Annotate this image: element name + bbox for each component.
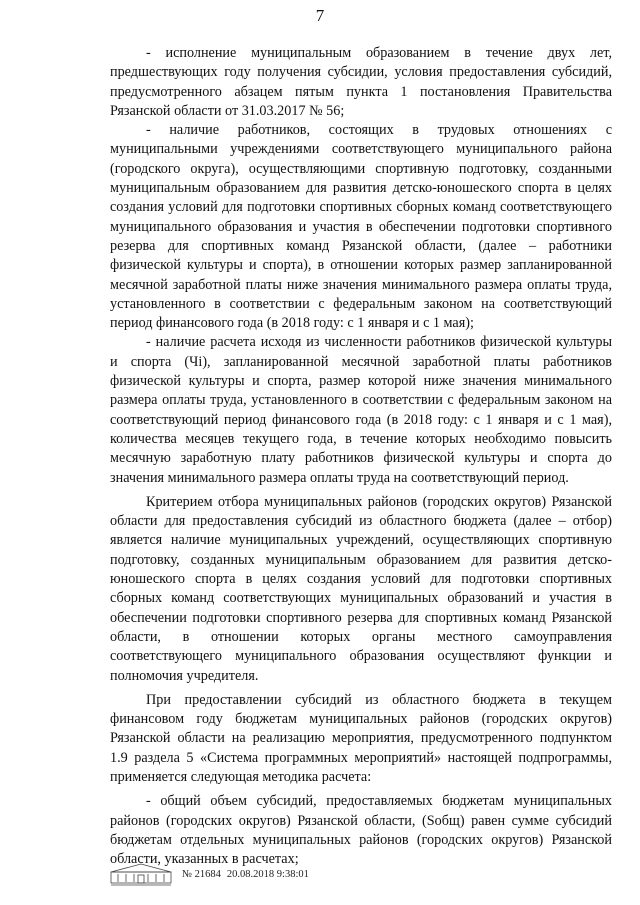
building-stamp-icon — [110, 862, 172, 886]
paragraph: При предоставлении субсидий из областного бюджета в текущем финансовом году бюджетам муниципальных районов (городских округов) Рязанской области на реализацию мероприятия, предусмотренного подпунктом 1.9 раздела 5 «Система программных мероприятий» настоящей подпрограммы, применяется следующая методика расчета: — [110, 691, 612, 785]
paragraph: - исполнение муниципальным образованием в течение двух лет, предшествующих году получения субсидии, условия предоставления субсидий, предусмотренного абзацем пятым пункта 1 постановления Правительства Рязанской области от 31.03.2017 № 56; — [110, 45, 612, 119]
page-number: 7 — [315, 6, 325, 25]
paragraph: - общий объем субсидий, предоставляемых бюджетам муниципальных районов (городских округов) Рязанской области, (Sобщ) равен сумме субсидий бюджетам отдельных муниципальных районов (городских округов) Рязанской области, указанных в расчетах; — [110, 793, 612, 868]
document-body — [110, 44, 612, 869]
paragraph: - наличие расчета исходя из численности работников физической культуры и спорта (Чi), запланированной месячной заработной платы работников физической культуры и спорта, размер которой ниже значения минимального размера оплаты труда, установленного в соответствии с федеральным законом на соответствующий период финансового года (в 2018 году: с 1 января и с 1 мая), количества месяцев текущего года, в течение которых необходимо повысить месячную заработную плату работников физической культуры и спорта до значения минимального размера оплаты труда на соответствующий период. — [110, 334, 612, 486]
document-footer — [110, 862, 309, 886]
paragraph: Критерием отбора муниципальных районов (городских округов) Рязанской области для предоставления субсидий из областного бюджета (далее – отбор) является наличие муниципальных учреждений, осуществляющих спортивную подготовку, созданных муниципальным образованием для развития детско-юношеского спорта в целях создания условий для подготовки спортивных сборных команд соответствующих муниципальных образований и участия в обеспечении подготовки спортивного резерва для спортивных команд Рязанской области, в отношении которых органы местного самоуправления соответствующего муниципального образования осуществляют функции и полномочия учредителя. — [110, 493, 612, 684]
document-number: № 21684 — [182, 868, 221, 880]
document-datetime: 20.08.2018 9:38:01 — [226, 868, 309, 880]
paragraph: - наличие работников, состоящих в трудовых отношениях с муниципальными учреждениями соответствующего муниципального района (городского округа), осуществляющими спортивную подготовку, созданными муниципальным образованием для развития детско-юношеского спорта в целях создания условий для подготовки спортивных сборных команд соответствующего муниципального образования и участия в обеспечении подготовки спортивного резерва для спортивных команд Рязанской области, (далее – работники физической культуры и спорта), в отношении которых размер запланированной месячной заработной платы ниже значения минимального размера оплаты труда, установленного в соответствии с федеральным законом на соответствующий период финансового года (в 2018 году: с 1 января и с 1 мая); — [110, 122, 612, 332]
